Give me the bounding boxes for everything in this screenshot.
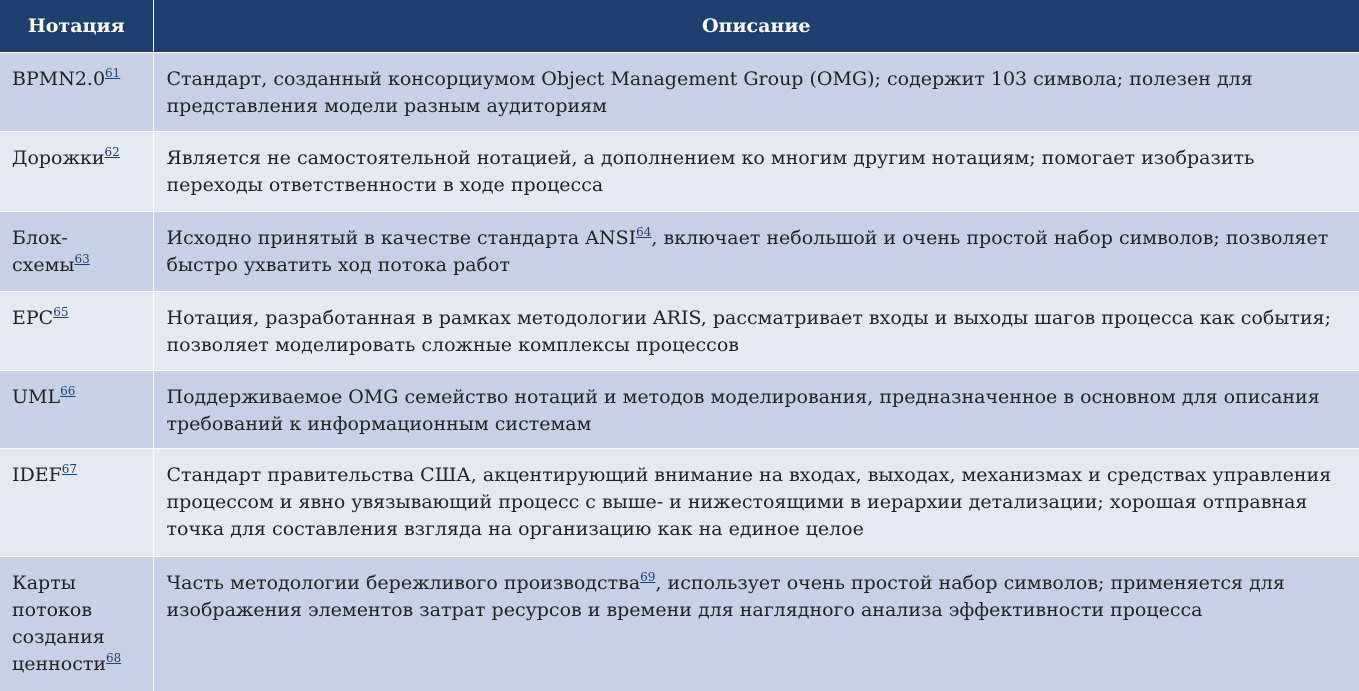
description-cell — [153, 53, 1359, 132]
footnote-link[interactable]: 69 — [640, 570, 656, 584]
notation-cell — [0, 53, 153, 132]
description-cell — [153, 212, 1359, 292]
table-row — [0, 557, 1359, 691]
table-row — [0, 292, 1359, 371]
table-row — [0, 53, 1359, 132]
footnote-link[interactable]: 67 — [61, 462, 78, 476]
description-cell — [153, 132, 1359, 212]
notation-cell — [0, 557, 153, 691]
description-text-continued: , использует очень простой набор символов; применяется для изображения элементов затрат ресурсов и времени для наглядного анализа эффективности процесса — [166, 572, 1285, 621]
notation-cell — [0, 132, 153, 212]
table-header — [0, 0, 1359, 53]
footnote-link[interactable]: 68 — [106, 651, 122, 665]
description-text: Является не самостоятельной нотацией, а дополнением ко многим другим нотациям; помогает изобразить переходы ответственности в ходе процесса — [166, 147, 1255, 196]
notation-name: EPC — [12, 307, 54, 329]
description-text: Исходно принятый в качестве стандарта ANSI — [166, 227, 637, 249]
notation-cell — [0, 212, 153, 292]
footnote-link[interactable]: 65 — [53, 305, 69, 319]
notation-name: BPMN2.0 — [12, 68, 106, 90]
table-row — [0, 212, 1359, 292]
description-cell — [153, 449, 1359, 557]
description-cell — [153, 371, 1359, 449]
description-text: Стандарт правительства США, акцентирующий внимание на входах, выходах, механизмах и средствах управления процессом и явно увязывающий процесс с выше- и нижестоящими в иерархии детализации; хорошая отправная точка для составления взгляда на организацию как на единое целое — [166, 464, 1332, 540]
footnote-link[interactable]: 61 — [105, 66, 121, 80]
notation-cell — [0, 292, 153, 371]
table-row — [0, 371, 1359, 449]
description-text: Нотация, разработанная в рамках методологии ARIS, рассматривает входы и выходы шагов процесса как события; позволяет моделировать сложные комплексы процессов — [166, 307, 1331, 356]
notation-cell — [0, 449, 153, 557]
description-text: Стандарт, созданный консорциумом Object Management Group (OMG); содержит 103 символа; полезен для представления модели разным аудиториям — [166, 68, 1253, 117]
notation-name: Карты потоков создания ценности — [12, 572, 107, 675]
table-row — [0, 132, 1359, 212]
description-text-continued: , включает небольшой и очень простой набор символов; позволяет быстро ухватить ход потока работ — [166, 227, 1329, 276]
header-notation: Нотация — [0, 0, 153, 53]
table-row — [0, 449, 1359, 557]
footnote-link[interactable]: 62 — [104, 145, 120, 159]
footnote-link[interactable]: 66 — [60, 384, 76, 398]
footnote-link[interactable]: 63 — [74, 252, 90, 266]
header-description: Описание — [153, 0, 1359, 53]
notation-name: Дорожки — [12, 147, 105, 169]
header-row — [0, 0, 1359, 53]
notation-cell — [0, 371, 153, 449]
description-cell — [153, 557, 1359, 691]
notation-name: IDEF — [12, 464, 62, 486]
description-cell — [153, 292, 1359, 371]
description-text: Часть методологии бережливого производства — [166, 572, 641, 594]
footnote-link[interactable]: 64 — [636, 225, 652, 239]
notation-name: UML — [12, 386, 61, 408]
description-text: Поддерживаемое OMG семейство нотаций и методов моделирования, предназначенное в основном для описания требований к информационным системам — [166, 386, 1320, 435]
notation-name: Блок-схемы — [12, 227, 75, 276]
